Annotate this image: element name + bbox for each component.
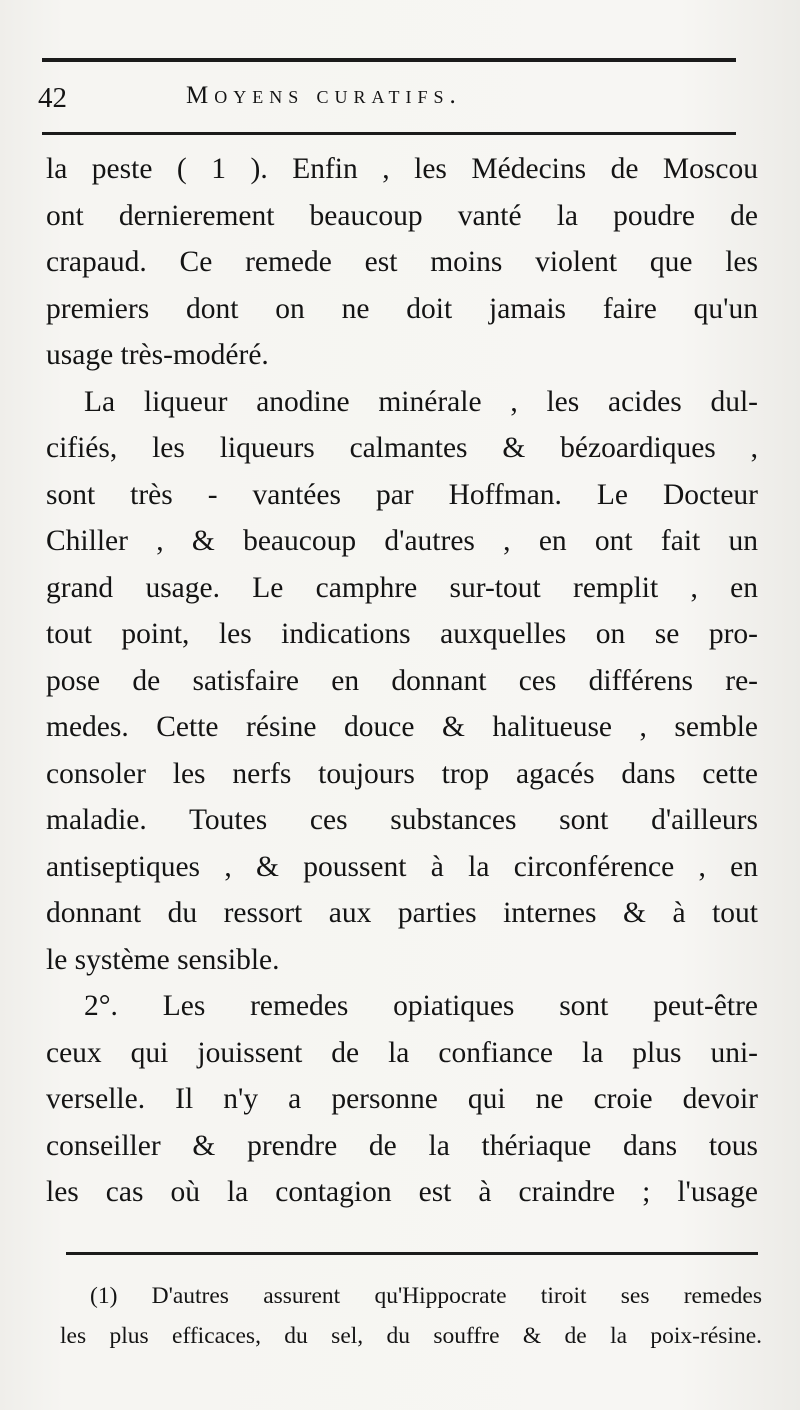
text-line: grand usage. Le camphre sur-tout remplit , en	[46, 571, 758, 604]
text-line: usage très-modéré.	[46, 339, 269, 371]
footnote-rule	[66, 1252, 758, 1255]
text-line: la peste ( 1 ). Enfin , les Médecins de Moscou	[46, 153, 758, 185]
text-line: consoler les nerfs toujours trop agacés dans cette	[46, 757, 758, 790]
text-line: pose de satisfaire en donnant ces différens re-	[46, 664, 758, 697]
text-line: Chiller , & beaucoup d'autres , en ont fait un	[46, 525, 758, 557]
text-line: ont dernierement beaucoup vanté la poudre de	[46, 199, 758, 232]
text-line: antiseptiques , & poussent à la circonférence , en	[46, 850, 758, 883]
text-line: La liqueur anodine minérale , les acides dul-	[84, 385, 758, 418]
text-line: ceux qui jouissent de la confiance la plus uni-	[46, 1036, 758, 1069]
text-line: verselle. Il n'y a personne qui ne croie devoir	[46, 1083, 758, 1115]
text-line: les cas où la contagion est à craindre ; l'usage	[46, 1176, 758, 1208]
text-line: maladie. Toutes ces substances sont d'ailleurs	[46, 804, 758, 836]
text-line: sont très - vantées par Hoffman. Le Docteur	[46, 478, 758, 511]
top-rule	[42, 58, 736, 62]
header-rule	[42, 132, 736, 135]
running-head: Moyens curatifs.	[186, 82, 462, 109]
text-line: cifiés, les liqueurs calmantes & bézoardiques ,	[46, 432, 758, 464]
text-line: donnant du ressort aux parties internes & à tout	[46, 897, 758, 929]
body-text	[46, 146, 758, 1216]
footnote	[60, 1276, 762, 1356]
page-header	[38, 78, 738, 122]
text-line: le système sensible.	[46, 943, 280, 976]
text-line: crapaud. Ce remede est moins violent que les	[46, 246, 758, 278]
text-line: 2°. Les remedes opiatiques sont peut-être	[84, 990, 758, 1022]
footnote-line: les plus efficaces, du sel, du souffre & de la poix-résine.	[60, 1323, 762, 1349]
text-line: conseiller & prendre de la thériaque dans tous	[46, 1129, 758, 1162]
text-line: medes. Cette résine douce & halitueuse , semble	[46, 711, 758, 743]
page-number: 42	[38, 82, 67, 114]
text-line: premiers dont on ne doit jamais faire qu'un	[46, 292, 758, 325]
footnote-line: (1) D'autres assurent qu'Hippocrate tiroit ses remedes	[90, 1283, 762, 1309]
text-line: tout point, les indications auxquelles on se pro-	[46, 618, 758, 650]
